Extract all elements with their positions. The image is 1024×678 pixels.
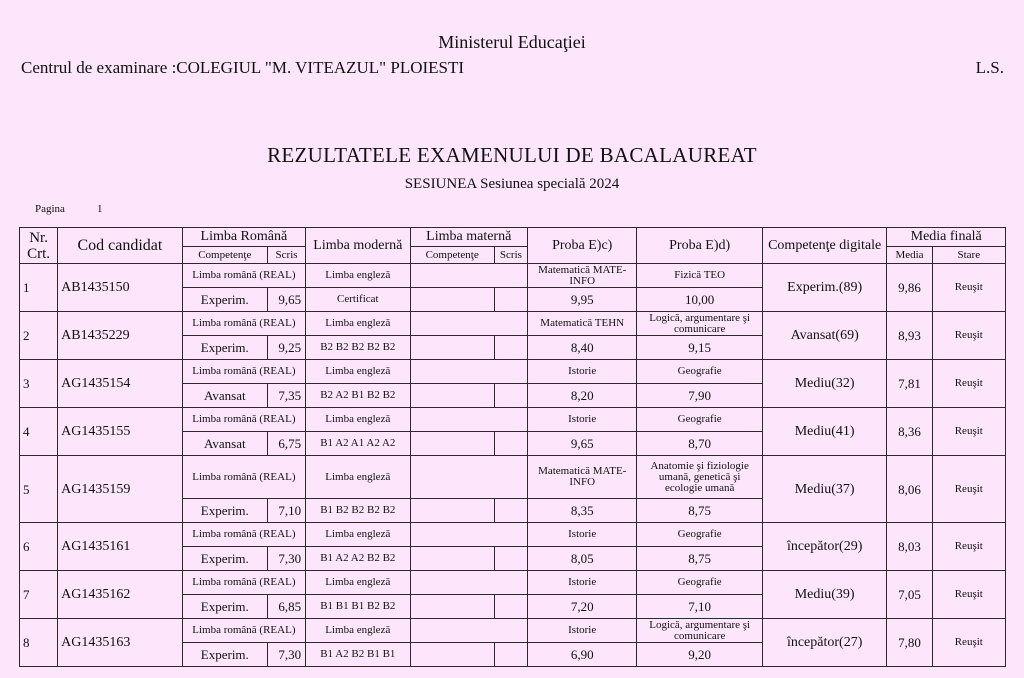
proba-c-grade: 8,20	[527, 384, 636, 408]
final-average: 8,36	[887, 408, 932, 456]
proba-c-grade: 9,65	[527, 432, 636, 456]
candidate-code: AG1435161	[58, 523, 182, 571]
modern-language-result: B1 B1 B1 B2 B2	[306, 595, 410, 619]
table-row	[20, 456, 1006, 499]
results-table	[19, 227, 1006, 667]
digital-skills: Mediu(37)	[762, 456, 886, 523]
final-average: 8,06	[887, 456, 932, 523]
proba-d-subject: Geografie	[637, 408, 763, 432]
mother-tongue-competente-empty	[410, 595, 494, 619]
romanian-level: Experim.	[182, 595, 267, 619]
proba-c-grade: 8,35	[527, 499, 636, 523]
digital-skills: Avansat(69)	[762, 312, 886, 360]
table-row	[20, 523, 1006, 547]
modern-language-result: Certificat	[306, 288, 410, 312]
table-row	[20, 408, 1006, 432]
mother-tongue-empty	[410, 523, 527, 547]
romanian-exam-label: Limba română (REAL)	[182, 523, 305, 547]
candidate-code: AG1435163	[58, 619, 182, 667]
table-row	[20, 360, 1006, 384]
romanian-level: Experim.	[182, 643, 267, 667]
romanian-exam-label: Limba română (REAL)	[182, 456, 305, 499]
modern-language-label: Limba engleză	[306, 264, 410, 288]
modern-language-label: Limba engleză	[306, 312, 410, 336]
col-limba-romana-header: Limba Română	[182, 228, 305, 247]
romanian-exam-label: Limba română (REAL)	[182, 408, 305, 432]
row-nr: 3	[20, 360, 58, 408]
row-nr: 6	[20, 523, 58, 571]
romanian-exam-label: Limba română (REAL)	[182, 619, 305, 643]
ministry-name: Ministerul Educaţiei	[438, 32, 586, 52]
session-label: SESIUNEA Sesiunea specială 2024	[404, 176, 620, 192]
romanian-level: Experim.	[182, 336, 267, 360]
proba-c-grade: 6,90	[527, 643, 636, 667]
romanian-level: Avansat	[182, 384, 267, 408]
col-scris-materna-header: Scris	[494, 247, 527, 264]
mother-tongue-scris-empty	[494, 432, 527, 456]
digital-skills: începător(27)	[762, 619, 886, 667]
row-nr: 2	[20, 312, 58, 360]
mother-tongue-competente-empty	[410, 643, 494, 667]
col-limba-materna-header: Limba maternă	[410, 228, 527, 247]
mother-tongue-empty	[410, 408, 527, 432]
mother-tongue-competente-empty	[410, 384, 494, 408]
proba-d-subject: Geografie	[637, 360, 763, 384]
candidate-code: AG1435155	[58, 408, 182, 456]
col-scris-header: Scris	[267, 247, 305, 264]
mother-tongue-empty	[410, 360, 527, 384]
final-average: 7,81	[887, 360, 932, 408]
proba-d-grade: 8,75	[637, 499, 763, 523]
romanian-grade: 9,65	[267, 288, 305, 312]
candidate-code: AB1435150	[58, 264, 182, 312]
mother-tongue-empty	[410, 264, 527, 288]
proba-c-grade: 7,20	[527, 595, 636, 619]
row-nr: 8	[20, 619, 58, 667]
row-nr: 1	[20, 264, 58, 312]
mother-tongue-empty	[410, 312, 527, 336]
col-stare-header: Stare	[932, 247, 1005, 264]
status-badge: Reuşit	[932, 619, 1005, 667]
proba-c-subject: Istorie	[527, 408, 636, 432]
status-badge: Reuşit	[932, 408, 1005, 456]
mother-tongue-competente-empty	[410, 547, 494, 571]
modern-language-label: Limba engleză	[306, 523, 410, 547]
mother-tongue-empty	[410, 619, 527, 643]
modern-language-result: B1 A2 A2 B2 B2	[306, 547, 410, 571]
table-row	[20, 312, 1006, 336]
table-row	[20, 619, 1006, 643]
candidate-code: AB1435229	[58, 312, 182, 360]
romanian-grade: 7,35	[267, 384, 305, 408]
row-nr: 7	[20, 571, 58, 619]
modern-language-result: B2 B2 B2 B2 B2	[306, 336, 410, 360]
proba-d-grade: 7,90	[637, 384, 763, 408]
col-media-header: Media	[887, 247, 932, 264]
digital-skills: Experim.(89)	[762, 264, 886, 312]
proba-d-subject: Geografie	[637, 571, 763, 595]
col-nr-header: Nr. Crt.	[20, 228, 58, 264]
digital-skills: Mediu(32)	[762, 360, 886, 408]
status-badge: Reuşit	[932, 264, 1005, 312]
status-badge: Reuşit	[932, 523, 1005, 571]
col-cod-header: Cod candidat	[58, 228, 182, 264]
romanian-exam-label: Limba română (REAL)	[182, 312, 305, 336]
candidate-code: AG1435159	[58, 456, 182, 523]
row-nr: 5	[20, 456, 58, 523]
document-title: REZULTATELE EXAMENULUI DE BACALAUREAT	[267, 143, 757, 167]
proba-d-grade: 10,00	[637, 288, 763, 312]
mother-tongue-empty	[410, 456, 527, 499]
modern-language-label: Limba engleză	[306, 571, 410, 595]
mother-tongue-scris-empty	[494, 499, 527, 523]
digital-skills: Mediu(41)	[762, 408, 886, 456]
col-competente-materna-header: Competenţe	[410, 247, 494, 264]
mother-tongue-competente-empty	[410, 499, 494, 523]
proba-c-subject: Matematică MATE-INFO	[527, 264, 636, 288]
ls-mark: L.S.	[975, 58, 1004, 77]
romanian-grade: 7,30	[267, 547, 305, 571]
proba-d-grade: 8,70	[637, 432, 763, 456]
modern-language-result: B2 A2 B1 B2 B2	[306, 384, 410, 408]
candidate-code: AG1435154	[58, 360, 182, 408]
table-row	[20, 571, 1006, 595]
col-proba-d-header: Proba E)d)	[637, 228, 763, 264]
modern-language-result: B1 A2 A1 A2 A2	[306, 432, 410, 456]
final-average: 9,86	[887, 264, 932, 312]
proba-c-subject: Istorie	[527, 571, 636, 595]
final-average: 7,05	[887, 571, 932, 619]
proba-c-subject: Matematică TEHN	[527, 312, 636, 336]
proba-c-subject: Matematică MATE-INFO	[527, 456, 636, 499]
status-badge: Reuşit	[932, 456, 1005, 523]
col-media-finala-header: Media finală	[887, 228, 1006, 247]
status-badge: Reuşit	[932, 571, 1005, 619]
proba-d-subject: Geografie	[637, 523, 763, 547]
proba-d-grade: 8,75	[637, 547, 763, 571]
modern-language-label: Limba engleză	[306, 360, 410, 384]
romanian-level: Avansat	[182, 432, 267, 456]
candidate-code: AG1435162	[58, 571, 182, 619]
romanian-level: Experim.	[182, 499, 267, 523]
proba-c-grade: 8,40	[527, 336, 636, 360]
proba-d-grade: 9,15	[637, 336, 763, 360]
modern-language-label: Limba engleză	[306, 619, 410, 643]
col-competente-header: Competenţe	[182, 247, 267, 264]
modern-language-label: Limba engleză	[306, 456, 410, 499]
romanian-grade: 7,10	[267, 499, 305, 523]
proba-d-subject: Logică, argumentare şi comunicare	[637, 312, 763, 336]
romanian-level: Experim.	[182, 547, 267, 571]
modern-language-label: Limba engleză	[306, 408, 410, 432]
proba-d-grade: 7,10	[637, 595, 763, 619]
mother-tongue-scris-empty	[494, 643, 527, 667]
mother-tongue-scris-empty	[494, 547, 527, 571]
mother-tongue-competente-empty	[410, 336, 494, 360]
proba-c-subject: Istorie	[527, 360, 636, 384]
col-proba-c-header: Proba E)c)	[527, 228, 636, 264]
col-limba-moderna-header: Limba modernă	[306, 228, 410, 264]
row-nr: 4	[20, 408, 58, 456]
table-row	[20, 264, 1006, 288]
mother-tongue-scris-empty	[494, 595, 527, 619]
digital-skills: Mediu(39)	[762, 571, 886, 619]
final-average: 7,80	[887, 619, 932, 667]
final-average: 8,03	[887, 523, 932, 571]
romanian-level: Experim.	[182, 288, 267, 312]
romanian-grade: 6,75	[267, 432, 305, 456]
mother-tongue-empty	[410, 571, 527, 595]
proba-c-subject: Istorie	[527, 619, 636, 643]
romanian-grade: 6,85	[267, 595, 305, 619]
romanian-exam-label: Limba română (REAL)	[182, 360, 305, 384]
mother-tongue-scris-empty	[494, 288, 527, 312]
proba-c-grade: 8,05	[527, 547, 636, 571]
proba-d-grade: 9,20	[637, 643, 763, 667]
proba-d-subject: Logică, argumentare şi comunicare	[637, 619, 763, 643]
exam-center: Centrul de examinare :COLEGIUL "M. VITEAZUL" PLOIESTI	[21, 58, 465, 77]
page-number: 1	[97, 203, 103, 215]
romanian-grade: 9,25	[267, 336, 305, 360]
page-label: Pagina	[35, 203, 65, 215]
romanian-exam-label: Limba română (REAL)	[182, 264, 305, 288]
status-badge: Reuşit	[932, 360, 1005, 408]
col-digitale-header: Competenţe digitale	[762, 228, 886, 264]
results-body	[20, 264, 1006, 667]
final-average: 8,93	[887, 312, 932, 360]
proba-c-subject: Istorie	[527, 523, 636, 547]
romanian-grade: 7,30	[267, 643, 305, 667]
mother-tongue-scris-empty	[494, 384, 527, 408]
mother-tongue-competente-empty	[410, 432, 494, 456]
mother-tongue-scris-empty	[494, 336, 527, 360]
proba-d-subject: Anatomie şi fiziologie umană, genetică şi ecologie umană	[637, 456, 763, 499]
mother-tongue-competente-empty	[410, 288, 494, 312]
romanian-exam-label: Limba română (REAL)	[182, 571, 305, 595]
proba-d-subject: Fizică TEO	[637, 264, 763, 288]
modern-language-result: B1 B2 B2 B2 B2	[306, 499, 410, 523]
digital-skills: începător(29)	[762, 523, 886, 571]
status-badge: Reuşit	[932, 312, 1005, 360]
modern-language-result: B1 A2 B2 B1 B1	[306, 643, 410, 667]
proba-c-grade: 9,95	[527, 288, 636, 312]
